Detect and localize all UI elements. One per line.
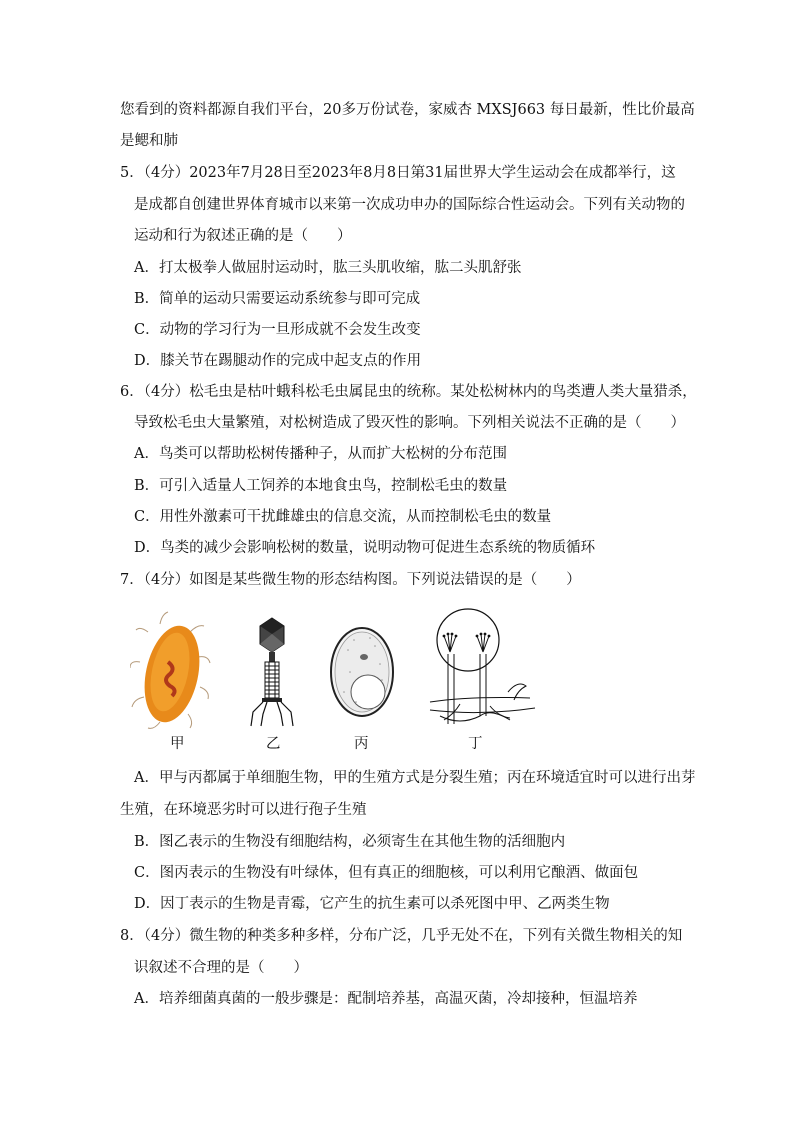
yeast-cell-illustration (331, 628, 393, 716)
q7-option-a-line-1: A．甲与丙都属于单细胞生物，甲的生殖方式是分裂生殖；丙在环境适宜时可以进行出芽 (134, 770, 696, 786)
q6-option-b: B．可引入适量人工饲养的本地食虫鸟，控制松毛虫的数量 (134, 478, 508, 494)
q5-option-b: B．简单的运动只需要运动系统参与即可完成 (134, 291, 421, 307)
bacterium-illustration (130, 612, 210, 728)
q5-option-d: D．膝关节在踢腿动作的完成中起支点的作用 (134, 353, 422, 369)
q8-option-a: A．培养细菌真菌的一般步骤是：配制培养基，高温灭菌，冷却接种，恒温培养 (134, 991, 638, 1007)
microorganism-figure (130, 602, 550, 752)
header-line-1: 您看到的资料都源自我们平台，20多万份试卷，家威杏 MXSJ663 每日最新，性比价最高 (120, 102, 695, 118)
bacteriophage-illustration (251, 618, 293, 726)
figure-label-jia: 甲 (170, 736, 185, 752)
q8-stem-line-1: 8．（4分）微生物的种类多种多样，分布广泛，几乎无处不在，下列有关微生物相关的知 (120, 928, 683, 944)
penicillium-illustration (430, 609, 535, 724)
q6-stem-line-2: 导致松毛虫大量繁殖，对松树造成了毁灭性的影响。下列相关说法不正确的是（ ） (134, 415, 685, 431)
q7-stem-line-1: 7．（4分）如图是某些微生物的形态结构图。下列说法错误的是（ ） (120, 572, 581, 588)
q6-option-c: C．用性外激素可干扰雌雄虫的信息交流，从而控制松毛虫的数量 (134, 509, 552, 525)
header-line-2: 是鳃和肺 (120, 133, 178, 149)
q5-option-c: C．动物的学习行为一旦形成就不会发生改变 (134, 322, 421, 338)
q6-option-d: D．鸟类的减少会影响松树的数量，说明动物可促进生态系统的物质循环 (134, 540, 596, 556)
q5-stem-line-2: 是成都自创建世界体育城市以来第一次成功申办的国际综合性运动会。下列有关动物的 (134, 197, 685, 213)
q6-option-a: A．鸟类可以帮助松树传播种子，从而扩大松树的分布范围 (134, 446, 507, 462)
figure-label-ding: 丁 (468, 736, 483, 752)
q7-option-c: C．图丙表示的生物没有叶绿体，但有真正的细胞核，可以利用它酿酒、做面包 (134, 865, 639, 881)
q7-option-a-line-2: 生殖，在环境恶劣时可以进行孢子生殖 (120, 802, 367, 818)
q7-option-b: B．图乙表示的生物没有细胞结构，必须寄生在其他生物的活细胞内 (134, 834, 566, 850)
q5-option-a: A．打太极拳人做屈肘运动时，肱三头肌收缩，肱二头肌舒张 (134, 260, 522, 276)
q5-stem-line-1: 5．（4分）2023年7月28日至2023年8月8日第31届世界大学生运动会在成都举行，这 (120, 165, 676, 181)
q7-option-d: D．因丁表示的生物是青霉，它产生的抗生素可以杀死图中甲、乙两类生物 (134, 896, 610, 912)
figure-label-bing: 丙 (354, 736, 369, 752)
q8-stem-line-2: 识叙述不合理的是（ ） (134, 960, 308, 976)
q5-stem-line-3: 运动和行为叙述正确的是（ ） (134, 228, 352, 244)
q6-stem-line-1: 6．（4分）松毛虫是枯叶蛾科松毛虫属昆虫的统称。某处松树林内的鸟类遭人类大量猎杀， (120, 384, 697, 400)
figure-label-yi: 乙 (266, 736, 281, 752)
